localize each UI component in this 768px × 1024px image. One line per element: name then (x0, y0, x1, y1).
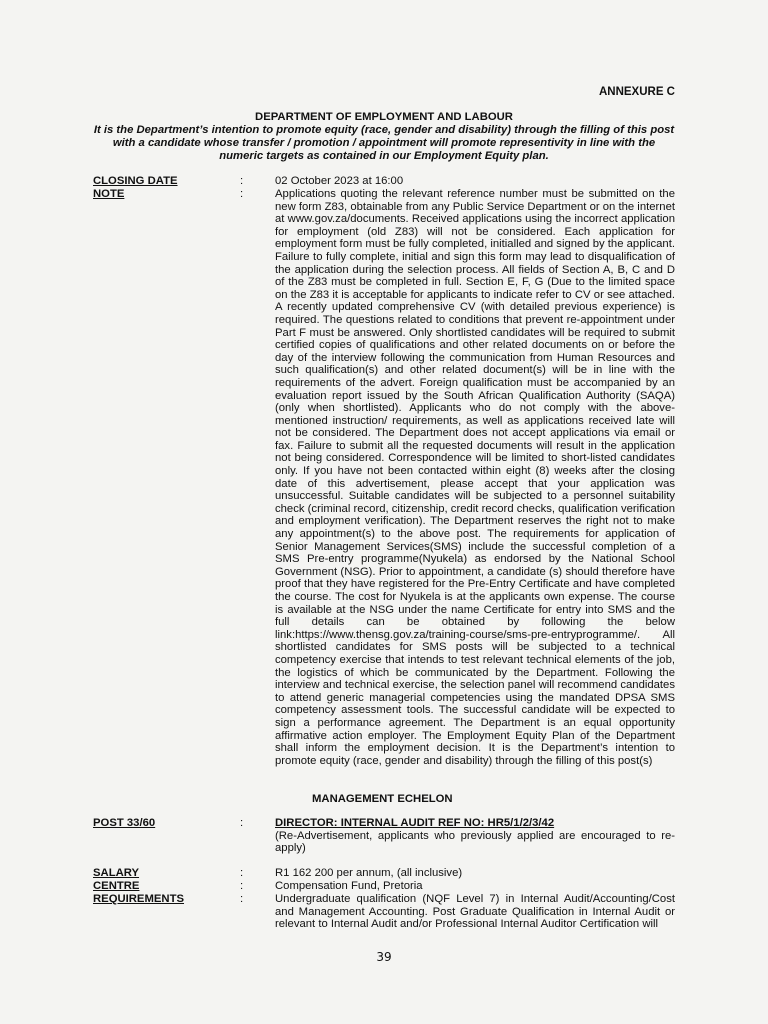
closing-date-colon: : (240, 175, 244, 187)
post-title: DIRECTOR: INTERNAL AUDIT REF NO: HR5/1/2/3/42 (275, 817, 555, 829)
annexure-heading: ANNEXURE C (598, 86, 675, 98)
closing-date-value: 02 October 2023 at 16:00 (275, 175, 404, 187)
requirements-colon: : (240, 893, 244, 905)
salary-label: SALARY (93, 867, 140, 879)
note-label: NOTE (93, 188, 125, 200)
closing-date-label: CLOSING DATE (93, 175, 178, 187)
post-subtitle: (Re-Advertisement, applicants who previously applied are encouraged to re-apply) (275, 829, 675, 855)
page-number: 39 (376, 950, 392, 964)
post-label: POST 33/60 (93, 817, 156, 829)
management-echelon-heading: MANAGEMENT ECHELON (312, 793, 453, 805)
centre-colon: : (240, 880, 244, 892)
department-title: DEPARTMENT OF EMPLOYMENT AND LABOUR (255, 111, 513, 123)
salary-colon: : (240, 867, 244, 879)
centre-label: CENTRE (93, 880, 140, 892)
requirements-value: Undergraduate qualification (NQF Level 7) in Internal Audit/Accounting/Cost and Management Accounting. Post Graduate Qualification in Internal Audit or relevant to Internal Audit and/or Professional Internal Auditor Certification will (275, 893, 675, 931)
post-colon: : (240, 817, 244, 829)
requirements-label: REQUIREMENTS (93, 893, 185, 905)
centre-value: Compensation Fund, Pretoria (275, 880, 423, 892)
salary-value: R1 162 200 per annum, (all inclusive) (275, 867, 463, 879)
note-text: Applications quoting the relevant reference number must be submitted on the new form Z83, obtainable from any Public Service Department or on the internet at www.gov.za/documents. Received applications using the incorrect application for employment (old Z83) will not be considered. Each application for employment form must be fully completed, initialled and signed by the applicant. Failure to fully complete, initial and sign this form may lead to disqualification of the application during the selection process. All fields of Section A, B, C and D of the Z83 must be completed in full. Section E, F, G (Due to the limited space on the Z83 it is acceptable for applicants to indicate refer to CV or see attached. A recently updated comprehensive CV (with detailed previous experience) is required. The questions related to conditions that prevent re-appointment under Part F must be answered. Only shortlisted candidates will be required to submit certified copies of qualifications and other related documents on or before the day of the interview following the communication from Human Resources and such qualification(s) and other related document(s) will be in line with the requirements of the advert. Foreign qualification must be accompanied by an evaluation report issued by the South African Qualification Authority (SAQA) (only when shortlisted). Applicants who do not comply with the above-mentioned instruction/ requirements, as well as applications received late will not be considered. The Department does not accept applications via email or fax. Failure to submit all the requested documents will result in the application not being considered. Correspondence will be limited to short-listed candidates only. If you have not been contacted within eight (8) weeks after the closing date of this advertisement, please accept that your application was unsuccessful. Suitable candidates will be subjected to a personnel suitability check (criminal record, citizenship, credit record checks, qualification verification and employment verification). The Department reserves the right not to make any appointment(s) to the above post. The requirements for application of Senior Management Services(SMS) include the successful completion of a SMS Pre-entry programme(Nyukela) as endorsed by the National School Government (NSG). Prior to appointment, a candidate (s) should therefore have proof that they have registered for the Pre-Entry Certificate and have completed the course. The cost for Nyukela is at the applicants own expense. The course is available at the NSG under the name Certificate for entry into SMS and the full details can be obtained by following the below link:https://www.thensg.gov.za/training-course/sms-pre-entryprogramme/. All shortlisted candidates for SMS posts will be subjected to a technical competency exercise that intends to test relevant technical elements of the job, the logistics of which be communicated by the Department. Following the interview and technical exercise, the selection panel will recommend candidates to attend generic managerial competencies using the mandated DPSA SMS competency assessment tools. The successful candidate will be expected to sign a performance agreement. The Department is an equal opportunity affirmative action employer. The Employment Equity Plan of the Department shall inform the employment decision. It is the Department’s intention to promote equity (race, gender and disability) through the filling of this post(s) (275, 188, 675, 767)
post-details (275, 817, 675, 855)
equity-intent-statement: It is the Department’s intention to promote equity (race, gender and disability) through the filling of this post with a candidate whose transfer / promotion / appointment will promote representivity in line with the numeric targets as contained in our Employment Equity plan. (93, 124, 675, 162)
document-header (93, 111, 675, 163)
note-colon: : (240, 188, 244, 200)
